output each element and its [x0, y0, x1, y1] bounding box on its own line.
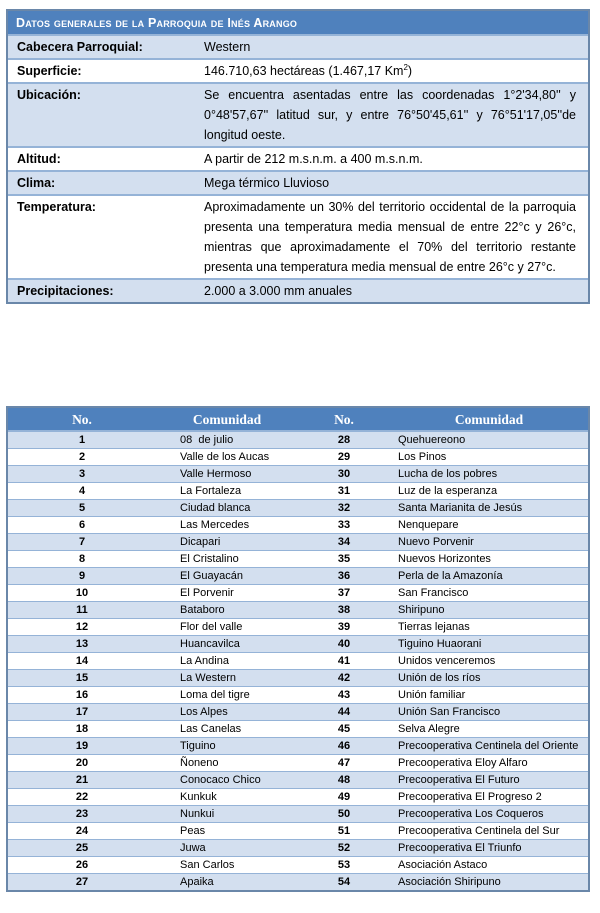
- community-number-cell: 45: [337, 722, 351, 735]
- table-row: [8, 721, 588, 738]
- community-number-cell: 8: [78, 552, 86, 565]
- table-row: [8, 857, 588, 874]
- table-row: [8, 534, 588, 551]
- community-number-cell: 36: [337, 569, 351, 582]
- community-name-cell: Nunkui: [180, 807, 215, 820]
- row-value: A partir de 212 m.s.n.m. a 400 m.s.n.m.: [204, 152, 423, 166]
- community-number-cell: 41: [337, 654, 351, 667]
- header-comunidad-left: Comunidad: [192, 412, 262, 427]
- community-name-cell: Ñoneno: [180, 756, 219, 769]
- community-name-cell: Shiripuno: [398, 603, 445, 616]
- table-row: [8, 449, 588, 466]
- row-label: Precipitaciones:: [17, 284, 114, 298]
- community-number-cell: 39: [337, 620, 351, 633]
- table-row: [8, 148, 588, 172]
- community-name-cell: Nuevo Porvenir: [398, 535, 474, 548]
- table-row: [8, 551, 588, 568]
- row-value: 146.710,63 hectáreas (1.467,17 Km$^2$): [204, 62, 413, 78]
- community-name-cell: Precooperativa Centinela del Oriente: [398, 739, 579, 752]
- community-number-cell: 1: [78, 433, 86, 446]
- table-row: [8, 172, 588, 196]
- table-row: [8, 36, 588, 60]
- row-label: Temperatura:: [17, 200, 96, 214]
- community-number-cell: 23: [75, 807, 89, 820]
- community-name-cell: San Carlos: [180, 858, 235, 871]
- community-name-cell: Tiguino: [180, 739, 216, 752]
- community-name-cell: La Fortaleza: [180, 484, 242, 497]
- community-number-cell: 14: [75, 654, 89, 667]
- row-label: Altitud:: [17, 152, 61, 166]
- community-number-cell: 22: [75, 790, 89, 803]
- community-number-cell: 3: [78, 467, 86, 480]
- community-table: [6, 406, 590, 892]
- community-table-body: [8, 432, 588, 890]
- table-row: [8, 636, 588, 653]
- community-number-cell: 54: [337, 875, 351, 888]
- community-number-cell: 10: [75, 586, 89, 599]
- community-number-cell: 4: [78, 484, 86, 497]
- header-no-left: No.: [72, 412, 92, 427]
- community-name-cell: Precooperativa El Progreso 2: [398, 790, 542, 803]
- community-number-cell: 31: [337, 484, 351, 497]
- community-number-cell: 21: [75, 773, 89, 786]
- community-name-cell: Las Mercedes: [180, 518, 250, 531]
- community-name-cell: El Guayacán: [180, 569, 243, 582]
- community-number-cell: 34: [337, 535, 351, 548]
- community-name-cell: Las Canelas: [180, 722, 242, 735]
- table-row: [8, 772, 588, 789]
- header-comunidad-right: Comunidad: [454, 412, 524, 427]
- community-number-cell: 46: [337, 739, 351, 752]
- community-name-cell: Juwa: [180, 841, 206, 854]
- table-row: [8, 619, 588, 636]
- community-name-cell: Flor del valle: [180, 620, 243, 633]
- general-data-table: [6, 9, 590, 304]
- community-name-cell: Ciudad blanca: [180, 501, 251, 514]
- community-name-cell: El Porvenir: [180, 586, 234, 599]
- table-row: [8, 789, 588, 806]
- community-number-cell: 9: [78, 569, 86, 582]
- community-number-cell: 47: [337, 756, 351, 769]
- community-number-cell: 6: [78, 518, 86, 531]
- community-name-cell: Precooperativa Centinela del Sur: [398, 824, 560, 837]
- table-row: [8, 653, 588, 670]
- community-name-cell: Conocaco Chico: [180, 773, 261, 786]
- community-number-cell: 24: [75, 824, 89, 837]
- community-number-cell: 26: [75, 858, 89, 871]
- community-name-cell: Santa Marianita de Jesús: [398, 501, 523, 514]
- community-number-cell: 28: [337, 433, 351, 446]
- table-row: [8, 738, 588, 755]
- table-row: [8, 517, 588, 534]
- community-name-cell: Precooperativa El Futuro: [398, 773, 520, 786]
- community-table-header: [8, 408, 588, 432]
- community-number-cell: 5: [78, 501, 86, 514]
- community-name-cell: Los Pinos: [398, 450, 447, 463]
- community-name-cell: Nuevos Horizontes: [398, 552, 491, 565]
- community-number-cell: 48: [337, 773, 351, 786]
- row-label: Ubicación:: [17, 88, 81, 102]
- table-row: [8, 568, 588, 585]
- row-value: Se encuentra asentadas entre las coordenadas 1°2'34,80'' y 0°48'57,67'' latitud sur, y entre 76°50'45,61'' y 76°51'17,05''de longitud oeste.: [204, 88, 576, 142]
- table-row: [8, 823, 588, 840]
- community-number-cell: 32: [337, 501, 351, 514]
- community-name-cell: Selva Alegre: [398, 722, 460, 735]
- community-number-cell: 27: [75, 875, 89, 888]
- community-name-cell: Nenquepare: [398, 518, 459, 531]
- table-row: [8, 602, 588, 619]
- table-row: [8, 687, 588, 704]
- table-row: [8, 466, 588, 483]
- table-row: [8, 874, 588, 890]
- community-name-cell: Dicapari: [180, 535, 221, 548]
- community-number-cell: 13: [75, 637, 89, 650]
- community-number-cell: 17: [75, 705, 89, 718]
- community-name-cell: Unión de los ríos: [398, 671, 481, 684]
- community-number-cell: 52: [337, 841, 351, 854]
- community-name-cell: Bataboro: [180, 603, 225, 616]
- header-no-right: No.: [334, 412, 354, 427]
- table-row: [8, 704, 588, 721]
- community-number-cell: 16: [75, 688, 89, 701]
- community-number-cell: 29: [337, 450, 351, 463]
- community-name-cell: Lucha de los pobres: [398, 467, 498, 480]
- row-label: Clima:: [17, 176, 56, 190]
- community-name-cell: Perla de la Amazonía: [398, 569, 503, 582]
- table-row: [8, 500, 588, 517]
- community-name-cell: Valle Hermoso: [180, 467, 252, 480]
- table-row: [8, 585, 588, 602]
- community-number-cell: 30: [337, 467, 351, 480]
- community-number-cell: 37: [337, 586, 351, 599]
- table-row: [8, 483, 588, 500]
- community-number-cell: 35: [337, 552, 351, 565]
- row-value: 2.000 a 3.000 mm anuales: [204, 284, 353, 298]
- community-name-cell: Precooperativa Los Coqueros: [398, 807, 544, 820]
- community-name-cell: Loma del tigre: [180, 688, 250, 701]
- community-number-cell: 7: [78, 535, 86, 548]
- community-name-cell: Tiguino Huaorani: [398, 637, 482, 650]
- community-number-cell: 18: [75, 722, 89, 735]
- community-number-cell: 12: [75, 620, 89, 633]
- community-name-cell: La Western: [180, 671, 237, 684]
- table-row: [8, 280, 588, 302]
- community-name-cell: La Andina: [180, 654, 229, 667]
- table-row: [8, 840, 588, 857]
- table-row: [8, 84, 588, 148]
- community-name-cell: Kunkuk: [180, 790, 217, 803]
- community-number-cell: 42: [337, 671, 351, 684]
- community-number-cell: 49: [337, 790, 351, 803]
- community-number-cell: 25: [75, 841, 89, 854]
- community-name-cell: Precooperativa El Triunfo: [398, 841, 522, 854]
- row-label: Superficie:: [17, 64, 82, 78]
- community-number-cell: 2: [78, 450, 86, 463]
- community-name-cell: Quehuereono: [398, 433, 466, 446]
- community-name-cell: Precooperativa Eloy Alfaro: [398, 756, 528, 769]
- community-number-cell: 38: [337, 603, 351, 616]
- community-number-cell: 19: [75, 739, 89, 752]
- community-number-cell: 51: [337, 824, 351, 837]
- general-table-rows: [8, 36, 588, 302]
- table-row: [8, 755, 588, 772]
- row-label: Cabecera Parroquial:: [17, 40, 143, 54]
- community-number-cell: 11: [76, 603, 88, 616]
- community-name-cell: Apaika: [180, 875, 214, 888]
- community-name-cell: Luz de la esperanza: [398, 484, 498, 497]
- general-table-title: Datos generales de la Parroquia de Inés Arango: [8, 11, 588, 36]
- row-value: Aproximadamente un 30% del territorio occidental de la parroquia presenta una temperatura media mensual de entre 22°c y 26°c, mientras que aproximadamente el 70% del territorio restante presenta una temperatura media mensual de entre 26°c y 27°c.: [204, 200, 576, 274]
- community-number-cell: 44: [337, 705, 351, 718]
- community-name-cell: Los Alpes: [180, 705, 228, 718]
- community-name-cell: Huancavilca: [180, 637, 240, 650]
- table-row: [8, 670, 588, 687]
- community-name-cell: Asociación Shiripuno: [398, 875, 501, 888]
- row-value: Mega térmico Lluvioso: [204, 176, 330, 190]
- community-name-cell: San Francisco: [398, 586, 469, 599]
- row-value: Western: [204, 40, 251, 54]
- community-number-cell: 43: [337, 688, 351, 701]
- community-name-cell: 08 de julio: [180, 433, 234, 446]
- community-number-cell: 15: [75, 671, 89, 684]
- community-name-cell: Unión familiar: [398, 688, 466, 701]
- community-number-cell: 40: [337, 637, 351, 650]
- table-row: [8, 196, 588, 280]
- community-name-cell: El Cristalino: [180, 552, 239, 565]
- community-number-cell: 50: [337, 807, 351, 820]
- community-name-cell: Unidos venceremos: [398, 654, 496, 667]
- community-name-cell: Peas: [180, 824, 206, 837]
- community-name-cell: Unión San Francisco: [398, 705, 501, 718]
- community-name-cell: Valle de los Aucas: [180, 450, 270, 463]
- community-name-cell: Tierras lejanas: [398, 620, 470, 633]
- community-number-cell: 33: [337, 518, 351, 531]
- table-row: [8, 60, 588, 84]
- community-number-cell: 20: [75, 756, 89, 769]
- community-name-cell: Asociación Astaco: [398, 858, 488, 871]
- table-row: [8, 432, 588, 449]
- community-number-cell: 53: [337, 858, 351, 871]
- table-row: [8, 806, 588, 823]
